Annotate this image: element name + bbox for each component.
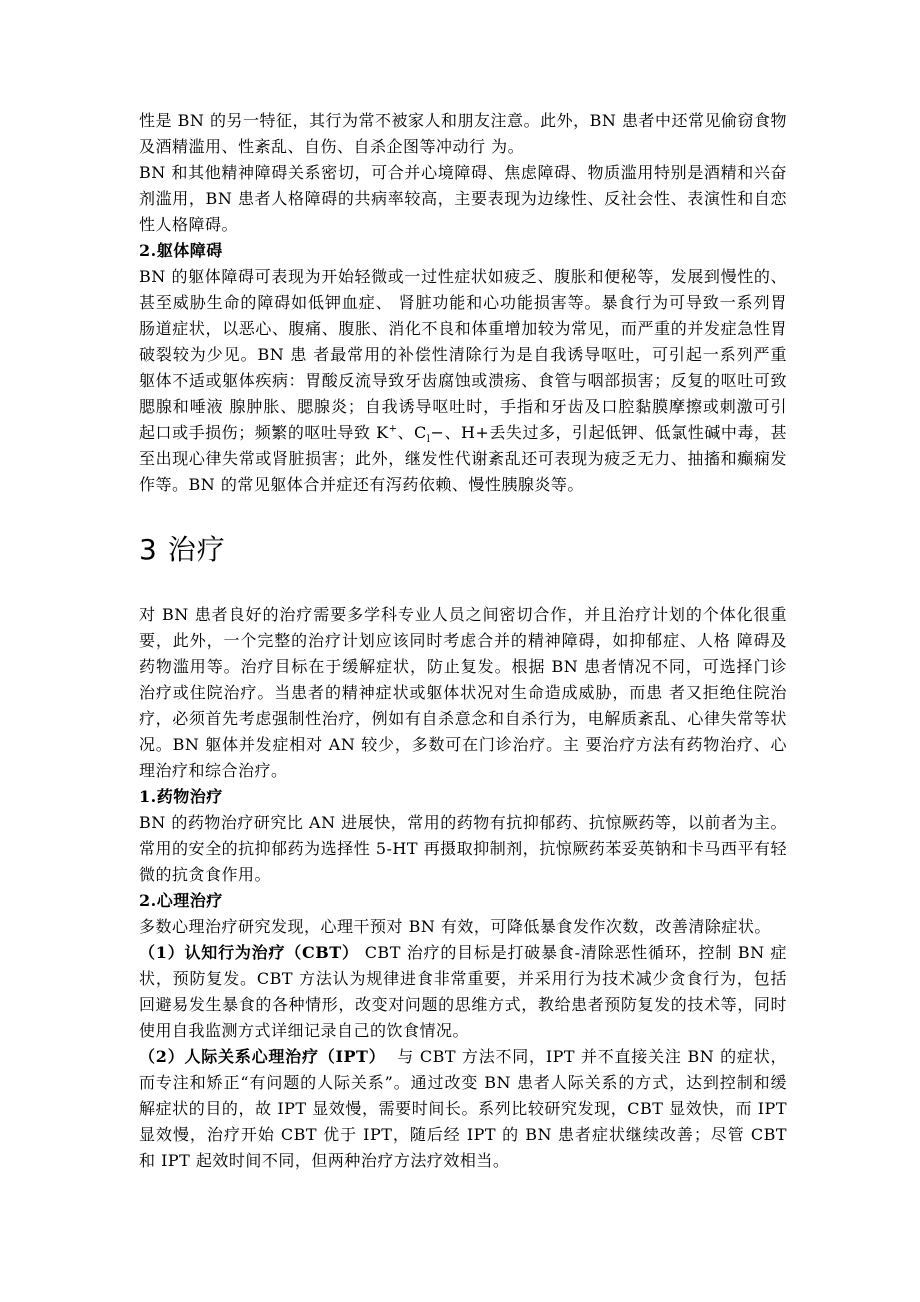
- paragraph-ipt: [139, 1044, 793, 1174]
- document-page: [139, 108, 793, 1174]
- superscript-plus: +: [388, 423, 398, 435]
- paragraph-somatic-part-c: −、H+丢失过多，引起低钾、低氯性碱中毒，甚至出现心律失常或肾脏损害；此外，继发性代谢紊乱还可表现为疲乏无力、抽搐和癫痫发作等。BN 的常见躯体合并症还有泻药依赖、慢性胰腺炎等。: [139, 423, 787, 494]
- paragraph-impulsive-behaviors: 性是 BN 的另一特征，其行为常不被家人和朋友注意。此外，BN 患者中还常见偷窃食物及酒精滥用、性紊乱、自伤、自杀企图等冲动行 为。: [139, 111, 787, 156]
- paragraph-somatic-disorders: [139, 264, 787, 498]
- paragraph-somatic-part-b: 、C: [397, 423, 427, 442]
- paragraph-somatic-part-a: BN 的躯体障碍可表现为开始轻微或一过性症状如疲乏、腹胀和便秘等，发展到慢性的、甚至威胁生命的障碍如低钾血症、 肾脏功能和心功能损害等。暴食行为可导致一系列胃肠道症状，以恶心、腹痛、腹胀、消化不良和体重增加较为常见，而严重的并发症急性胃破裂较为少见。BN 患 者最常用的补偿性清除行为是自我诱导呕吐，可引起一系列严重躯体不适或躯体疾病：胃酸反流导致牙齿腐蚀或溃疡、食管与咽部损害；反复的呕吐可致腮腺和唾液 腺肿胀、腮腺炎；自我诱导呕吐时，手指和牙齿及口腔黏膜摩擦或刺激可引起口或手损伤；频繁的呕吐导致 K: [139, 267, 787, 442]
- subheading-drug-therapy: 1.药物治疗: [139, 787, 223, 806]
- section-heading-treatment: 3 治疗: [139, 533, 226, 566]
- ipt-text: 与 CBT 方法不同，IPT 并不直接关注 BN 的症状，而专注和矫正“有问题的人际关系”。通过改变 BN 患者人际关系的方式，达到控制和缓解症状的目的，故 IPT 显效慢，需要时间长。系列比较研究发现，CBT 显效快，而 IPT 显效慢，治疗开始 CBT 优于 IPT，随后经 IPT 的 BN 患者症状继续改善；尽管 CBT 和 IPT 起效时间不同，但两种治疗方法疗效相当。: [139, 1047, 793, 1170]
- cbt-label: （1）认知行为治疗（CBT）: [139, 943, 359, 962]
- cbt-text: CBT 治疗的目标是打破暴食-清除恶性循环，控制 BN 症状，预防复发。CBT 方法认为规律进食非常重要，并采用行为技术减少贪食行为，包括回避易发生暴食的各种情形，改变对问题的思维方式，教给患者预防复发的技术等，同时使用自我监测方式详细记录自己的饮食情况。: [139, 943, 787, 1040]
- paragraph-cbt: [139, 940, 787, 1044]
- paragraph-psychotherapy-intro: 多数心理治疗研究发现，心理干预对 BN 有效，可降低暴食发作次数，改善清除症状。: [139, 917, 771, 936]
- subscript-l: l: [426, 434, 431, 446]
- ipt-label: （2）人际关系心理治疗（IPT）: [139, 1047, 386, 1066]
- paragraph-comorbidity: BN 和其他精神障碍关系密切，可合并心境障碍、焦虑障碍、物质滥用特别是酒精和兴奋剂滥用，BN 患者人格障碍的共病率较高，主要表现为边缘性、反社会性、表演性和自恋性人格障碍。: [139, 163, 787, 234]
- paragraph-drug-therapy: BN 的药物治疗研究比 AN 进展快，常用的药物有抗抑郁药、抗惊厥药等，以前者为主。常用的安全的抗抑郁药为选择性 5-HT 再摄取抑制剂，抗惊厥药苯妥英钠和卡马西平有轻微的抗贪食作用。: [139, 813, 787, 884]
- subheading-psychotherapy: 2.心理治疗: [139, 891, 223, 910]
- subheading-somatic-disorders: 2.躯体障碍: [139, 241, 223, 260]
- paragraph-treatment-overview: 对 BN 患者良好的治疗需要多学科专业人员之间密切合作，并且治疗计划的个体化很重要，此外，一个完整的治疗计划应该同时考虑合并的精神障碍，如抑郁症、人格 障碍及药物滥用等。治疗目标在于缓解症状，防止复发。根据 BN 患者情况不同，可选择门诊治疗或住院治疗。当患者的精神症状或躯体状况对生命造成威胁，而患 者又拒绝住院治疗，必须首先考虑强制性治疗，例如有自杀意念和自杀行为，电解质紊乱、心律失常等状况。BN 躯体并发症相对 AN 较少，多数可在门诊治疗。主 要治疗方法有药物治疗、心理治疗和综合治疗。: [139, 605, 787, 780]
